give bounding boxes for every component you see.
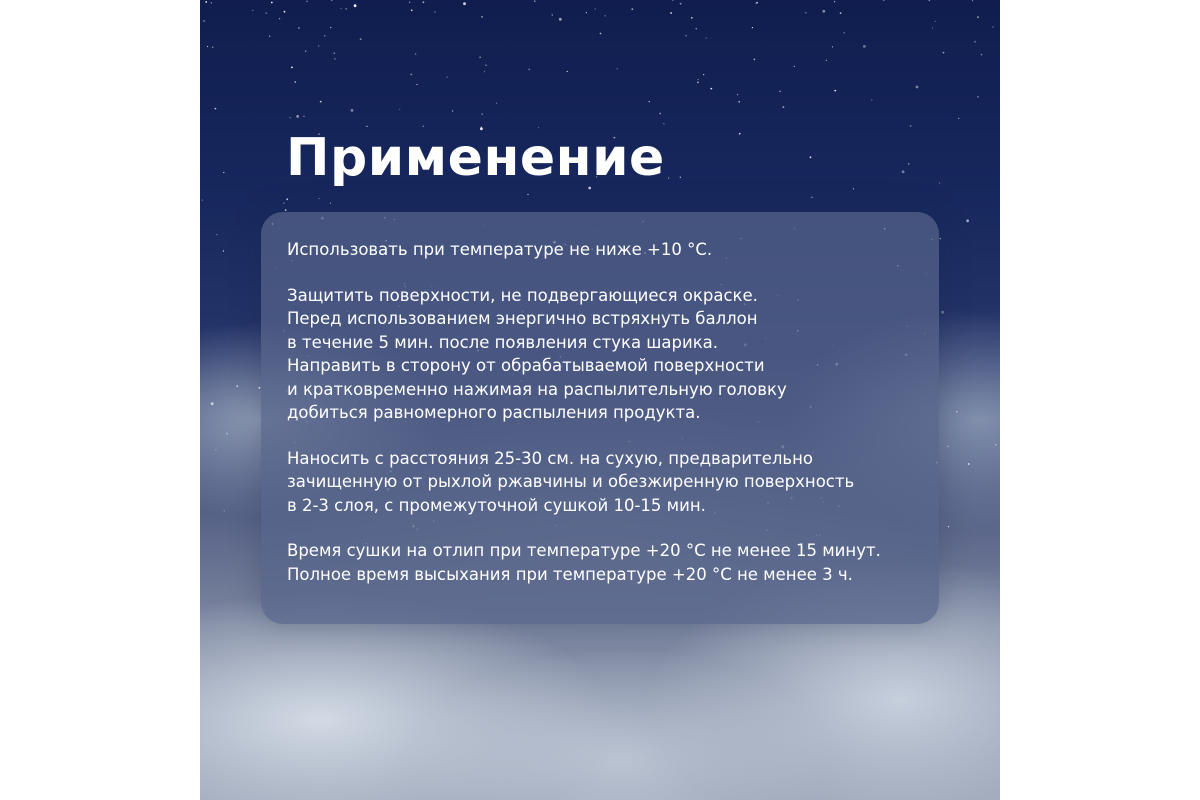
star	[883, 0, 885, 1]
star	[754, 59, 756, 61]
star	[409, 2, 410, 3]
star	[324, 35, 325, 36]
star	[559, 18, 562, 21]
star	[995, 444, 996, 445]
star	[223, 250, 224, 251]
star	[840, 12, 842, 14]
star	[780, 91, 781, 92]
star	[932, 27, 933, 28]
star	[794, 66, 795, 67]
star	[480, 57, 481, 58]
star	[834, 90, 836, 92]
star	[783, 106, 785, 108]
star	[303, 116, 304, 117]
star	[940, 238, 941, 239]
star	[334, 58, 336, 60]
star	[698, 79, 699, 80]
star	[706, 37, 707, 38]
paragraph-temperature	[287, 238, 913, 262]
paragraph-drying	[287, 539, 913, 586]
night-sky-poster	[200, 0, 1000, 800]
text-line: Направить в сторону от обрабатываемой поверхности	[287, 356, 765, 375]
star	[685, 35, 687, 37]
star	[981, 54, 983, 56]
star	[977, 96, 979, 98]
star	[853, 188, 854, 189]
star	[485, 65, 486, 66]
star	[216, 234, 217, 235]
page-title: Применение	[286, 128, 665, 188]
star	[528, 69, 530, 71]
star	[908, 163, 909, 164]
star	[617, 68, 618, 69]
star	[320, 101, 322, 103]
star	[318, 45, 319, 46]
text-line: Время сушки на отлип при температуре +20 °С не менее 15 минут.	[287, 541, 881, 560]
star	[204, 20, 205, 21]
star	[948, 526, 949, 527]
text-line: Использовать при температуре не ниже +10 °С.	[287, 240, 713, 259]
star	[269, 36, 270, 37]
star	[958, 118, 959, 119]
star	[605, 15, 606, 16]
star	[345, 8, 347, 10]
text-line: добиться равномерного распыления продукта.	[287, 403, 701, 422]
star	[298, 27, 300, 29]
star	[737, 94, 738, 95]
star	[974, 41, 976, 43]
star	[834, 1, 835, 2]
star	[399, 109, 400, 110]
star	[211, 402, 214, 405]
star	[968, 463, 970, 465]
star	[826, 60, 827, 61]
star	[215, 108, 217, 110]
star	[330, 27, 331, 28]
paragraph-application	[287, 447, 913, 518]
star	[481, 16, 483, 18]
text-line: и кратковременно нажимая на распылительную головку	[287, 379, 787, 399]
star	[966, 219, 969, 222]
star	[340, 8, 341, 9]
star	[910, 125, 912, 127]
star	[463, 2, 466, 5]
star	[943, 52, 945, 54]
star	[236, 385, 238, 387]
star	[649, 101, 650, 102]
star	[215, 449, 216, 450]
star	[948, 446, 949, 447]
text-line: в течение 5 мин. после появления стука шарика.	[287, 332, 719, 352]
star	[972, 0, 973, 1]
star	[935, 21, 936, 22]
star	[226, 433, 228, 435]
star	[205, 1, 207, 3]
star	[366, 126, 367, 127]
star	[252, 10, 253, 11]
star	[416, 84, 417, 85]
star	[296, 115, 299, 118]
star	[284, 11, 286, 13]
star	[527, 194, 528, 195]
star	[844, 32, 845, 33]
star	[283, 203, 284, 204]
star	[285, 209, 287, 211]
star	[670, 12, 672, 14]
star	[902, 170, 905, 173]
star	[672, 0, 673, 1]
star	[552, 14, 553, 15]
star	[411, 9, 413, 11]
star	[916, 86, 919, 89]
text-line: Полное время высыхания при температуре +20 °С не менее 3 ч.	[287, 564, 853, 584]
star	[805, 12, 807, 14]
text-line: Перед использованием энергично встряхнуть баллон	[287, 309, 758, 328]
star	[410, 74, 412, 76]
star	[756, 2, 758, 4]
star	[351, 109, 354, 112]
star	[992, 26, 993, 27]
star	[360, 38, 362, 40]
star	[710, 88, 712, 90]
star	[703, 74, 704, 75]
star	[680, 3, 682, 5]
star	[319, 198, 320, 199]
star	[696, 28, 697, 29]
star	[738, 101, 740, 103]
text-line: зачищенную от рыхлой ржавчины и обезжиренную поверхность	[287, 472, 855, 491]
star	[279, 18, 280, 19]
star	[939, 182, 940, 183]
star	[752, 27, 753, 28]
star	[290, 117, 291, 118]
star	[600, 33, 602, 35]
star	[668, 178, 669, 179]
text-line: в 2-3 слоя, с промежуточной сушкой 10-15 мин.	[287, 495, 706, 515]
star	[586, 12, 587, 13]
star	[331, 0, 333, 1]
star	[811, 197, 813, 199]
star	[305, 51, 306, 52]
star	[224, 510, 225, 511]
star	[223, 172, 224, 173]
star	[447, 77, 448, 78]
star	[832, 46, 833, 47]
star	[294, 81, 296, 83]
star	[691, 17, 693, 19]
star	[496, 103, 497, 104]
star	[415, 53, 416, 54]
star	[452, 110, 453, 111]
star	[956, 411, 958, 413]
text-line: Защитить поверхности, не подвергающиеся окраске.	[287, 285, 758, 305]
star	[207, 46, 208, 47]
star	[211, 2, 212, 3]
star	[202, 200, 203, 201]
paragraph-preparation	[287, 284, 913, 425]
star	[863, 45, 866, 48]
star	[659, 113, 661, 115]
star	[595, 8, 596, 9]
star	[271, 2, 273, 4]
star	[484, 71, 485, 72]
star	[928, 0, 930, 1]
star	[330, 203, 331, 204]
star	[334, 53, 335, 54]
star	[871, 100, 872, 101]
instructions-panel	[261, 212, 939, 624]
star	[977, 16, 979, 18]
star	[739, 133, 741, 135]
star	[755, 3, 756, 4]
star	[423, 1, 425, 3]
star	[941, 311, 944, 314]
star	[434, 11, 435, 12]
star	[354, 4, 357, 7]
star	[534, 1, 535, 2]
star	[286, 198, 288, 200]
star	[631, 8, 633, 10]
star	[212, 47, 213, 48]
star	[291, 67, 293, 69]
star	[810, 156, 812, 158]
star	[567, 71, 568, 72]
star	[423, 126, 424, 127]
star	[822, 10, 825, 13]
star	[680, 177, 681, 178]
star	[697, 82, 699, 84]
star	[306, 1, 307, 2]
star	[663, 123, 664, 124]
star	[265, 12, 267, 14]
star	[482, 114, 483, 115]
text-line: Наносить с расстояния 25-30 см. на сухую, предварительно	[287, 448, 813, 468]
